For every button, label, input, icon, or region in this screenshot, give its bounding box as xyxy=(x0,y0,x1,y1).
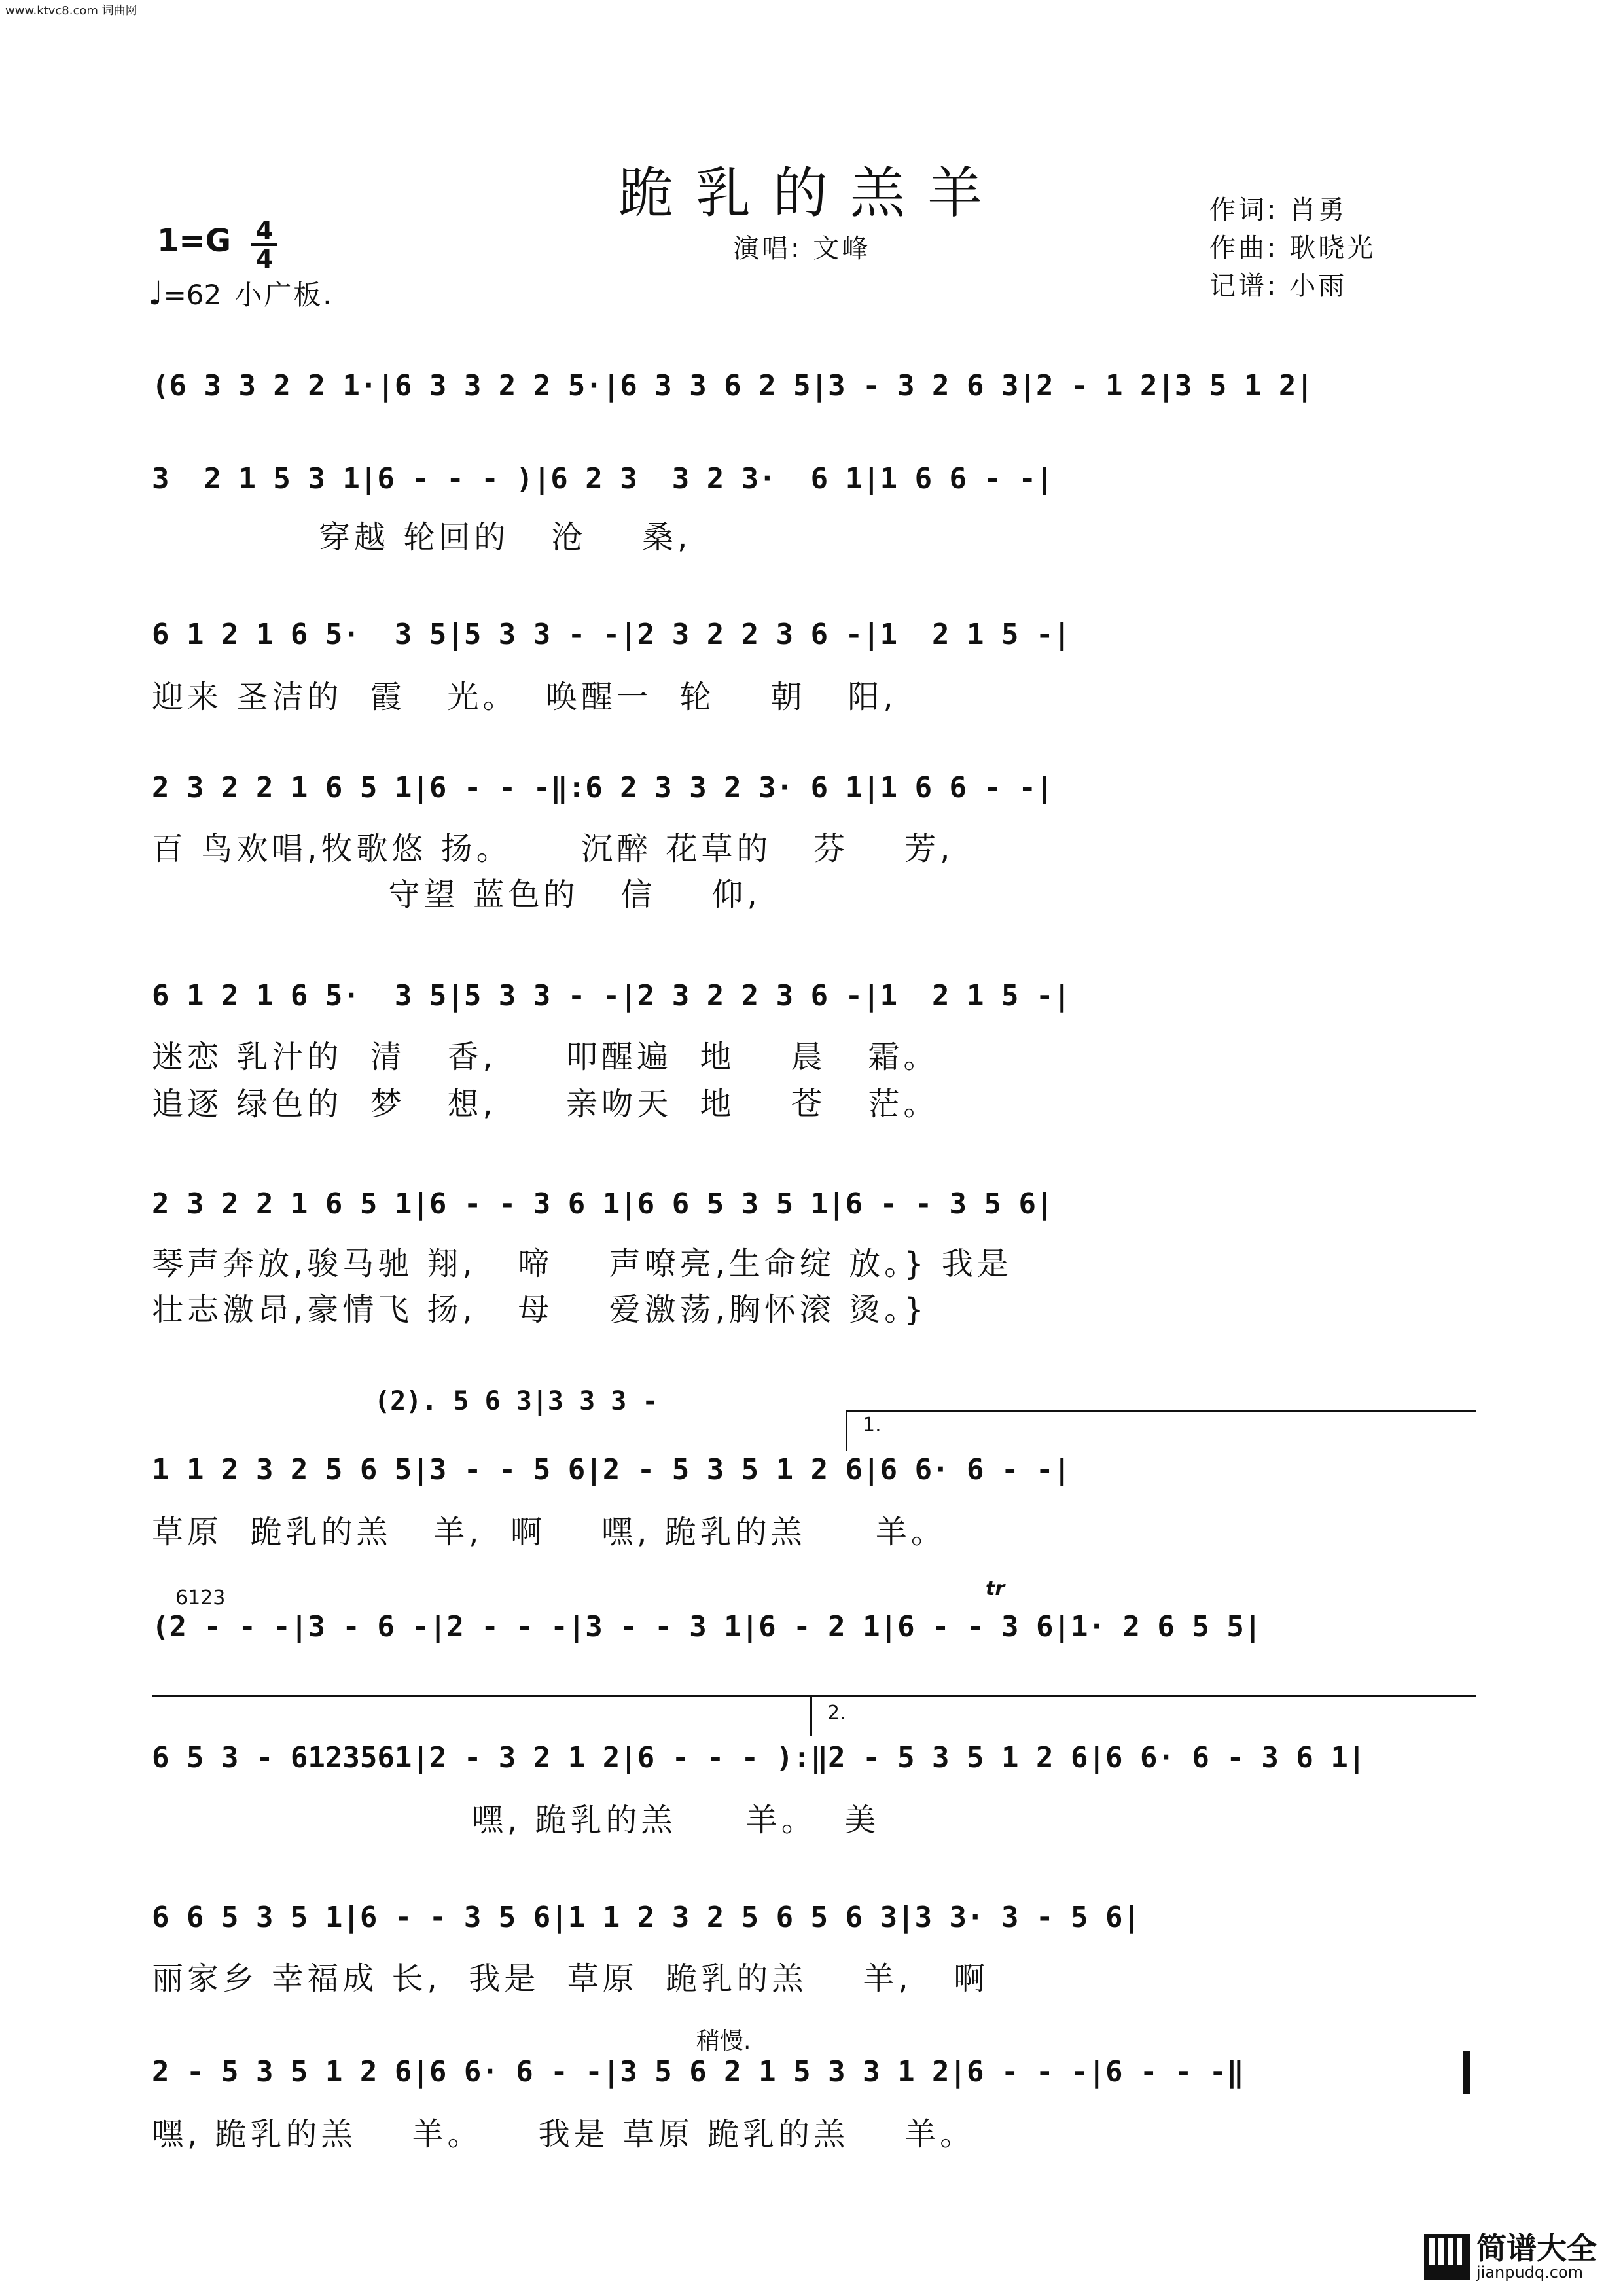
tempo-style: 小广板. xyxy=(234,279,334,311)
volta-2: 2. xyxy=(827,1702,846,1725)
time-bottom: 4 xyxy=(255,245,274,274)
time-signature xyxy=(251,216,277,274)
singer: 演唱: 文峰 xyxy=(733,234,871,264)
notation-row: 2 3 2 2 1 6 5 1|6 - - 3 6 1|6 6 5 3 5 1|6 - - 3 5 6| xyxy=(152,1187,1054,1221)
lyric-line: 追逐 绿色的 梦 想, 亲吻天 地 苍 茫。 xyxy=(152,1086,939,1122)
final-barline xyxy=(1463,2051,1470,2094)
logo-url: jianpudq.com xyxy=(1476,2263,1584,2282)
tempo-bpm: =62 xyxy=(163,279,222,311)
notation-row: (2 - - -|3 - 6 -|2 - - -|3 - - 3 1|6 - 2 1|6 - - 3 6|1· 2 6 5 5| xyxy=(152,1609,1262,1643)
lyric-line: 迎来 圣洁的 霞 光。 唤醒一 轮 朝 阳, xyxy=(152,679,897,715)
notation-row: 6 5 3 - 6123561|2 - 3 2 1 2|6 - - - ):‖2 - 5 3 5 1 2 6|6 6· 6 - 3 6 1| xyxy=(152,1740,1366,1774)
notation-row: 2 - 5 3 5 1 2 6|6 6· 6 - -|3 5 6 2 1 5 3 3 1 2|6 - - -|6 - - -‖ xyxy=(152,2054,1244,2089)
tempo-change: 稍慢. xyxy=(696,2028,751,2054)
notation-row: 1 1 2 3 2 5 6 5|3 - - 5 6|2 - 5 3 5 1 2 6|6 6· 6 - -| xyxy=(152,1452,1071,1486)
notation-row: 2 3 2 2 1 6 5 1|6 - - -‖:6 2 3 3 2 3· 6 1|1 6 6 - -| xyxy=(152,770,1054,804)
volta-bracket xyxy=(846,1410,1476,1451)
trill-mark: tr xyxy=(986,1577,1005,1600)
lyric-line: 琴声奔放,骏马驰 翔, 啼 声嘹亮,生命绽 放。} 我是 xyxy=(152,1246,1012,1282)
tempo-marking xyxy=(148,274,334,313)
lyric-line: 迷恋 乳汁的 清 香, 叩醒遍 地 晨 霜。 xyxy=(152,1039,939,1075)
alternate-ending: (2). 5 6 3|3 3 3 - xyxy=(374,1386,658,1416)
lyric-line: 丽家乡 幸福成 长, 我是 草原 跪乳的羔 羊, 啊 xyxy=(152,1960,990,1997)
lyric-line: 穿越 轮回的 沧 桑, xyxy=(152,519,692,556)
notation-row: 6 1 2 1 6 5· 3 5|5 3 3 - -|2 3 2 2 3 6 -|1 2 1 5 -| xyxy=(152,617,1071,651)
transcriber: 记谱: 小雨 xyxy=(1209,271,1347,301)
notation-row: 6 6 5 3 5 1|6 - - 3 5 6|1 1 2 3 2 5 6 5 6 3|3 3· 3 - 5 6| xyxy=(152,1900,1140,1934)
grace-notes: 6123 xyxy=(175,1587,226,1609)
lyric-line: 嘿, 跪乳的羔 羊。 美 xyxy=(152,1802,880,1839)
watermark: www.ktvc8.com 词曲网 xyxy=(5,4,137,18)
quarter-note-icon: ♩ xyxy=(148,274,164,312)
volta-bracket xyxy=(810,1695,1476,1736)
lyric-line: 百 鸟欢唱,牧歌悠 扬。 沉醉 花草的 芬 芳, xyxy=(152,831,954,867)
composer: 作曲: 耿晓光 xyxy=(1209,233,1376,263)
lyric-line: 嘿, 跪乳的羔 羊。 我是 草原 跪乳的羔 羊。 xyxy=(152,2116,976,2153)
volta-bracket-line xyxy=(152,1695,810,1697)
site-logo xyxy=(1424,2233,1597,2282)
lyric-line: 守望 蓝色的 信 仰, xyxy=(152,876,761,913)
piano-icon xyxy=(1424,2234,1470,2280)
time-top: 4 xyxy=(255,216,274,245)
credits xyxy=(1209,191,1376,305)
lyricist: 作词: 肖勇 xyxy=(1209,195,1347,225)
notation-row: 3 2 1 5 3 1|6 - - - )|6 2 3 3 2 3· 6 1|1 6 6 - -| xyxy=(152,461,1054,495)
notation-row: (6 3 3 2 2 1·|6 3 3 2 2 5·|6 3 3 6 2 5|3 - 3 2 6 3|2 - 1 2|3 5 1 2| xyxy=(152,368,1313,403)
lyric-line: 草原 跪乳的羔 羊, 啊 嘿, 跪乳的羔 羊。 xyxy=(152,1514,946,1551)
key-signature: 1=G xyxy=(157,223,232,259)
song-title: 跪乳的羔羊 xyxy=(618,161,1005,225)
score xyxy=(152,340,1474,2238)
notation-row: 6 1 2 1 6 5· 3 5|5 3 3 - -|2 3 2 2 3 6 -|1 2 1 5 -| xyxy=(152,978,1071,1013)
volta-1: 1. xyxy=(863,1414,882,1437)
lyric-line: 壮志激昂,豪情飞 扬, 母 爱激荡,胸怀滚 烫。} xyxy=(152,1291,928,1328)
logo-name: 简谱大全 xyxy=(1476,2231,1597,2266)
